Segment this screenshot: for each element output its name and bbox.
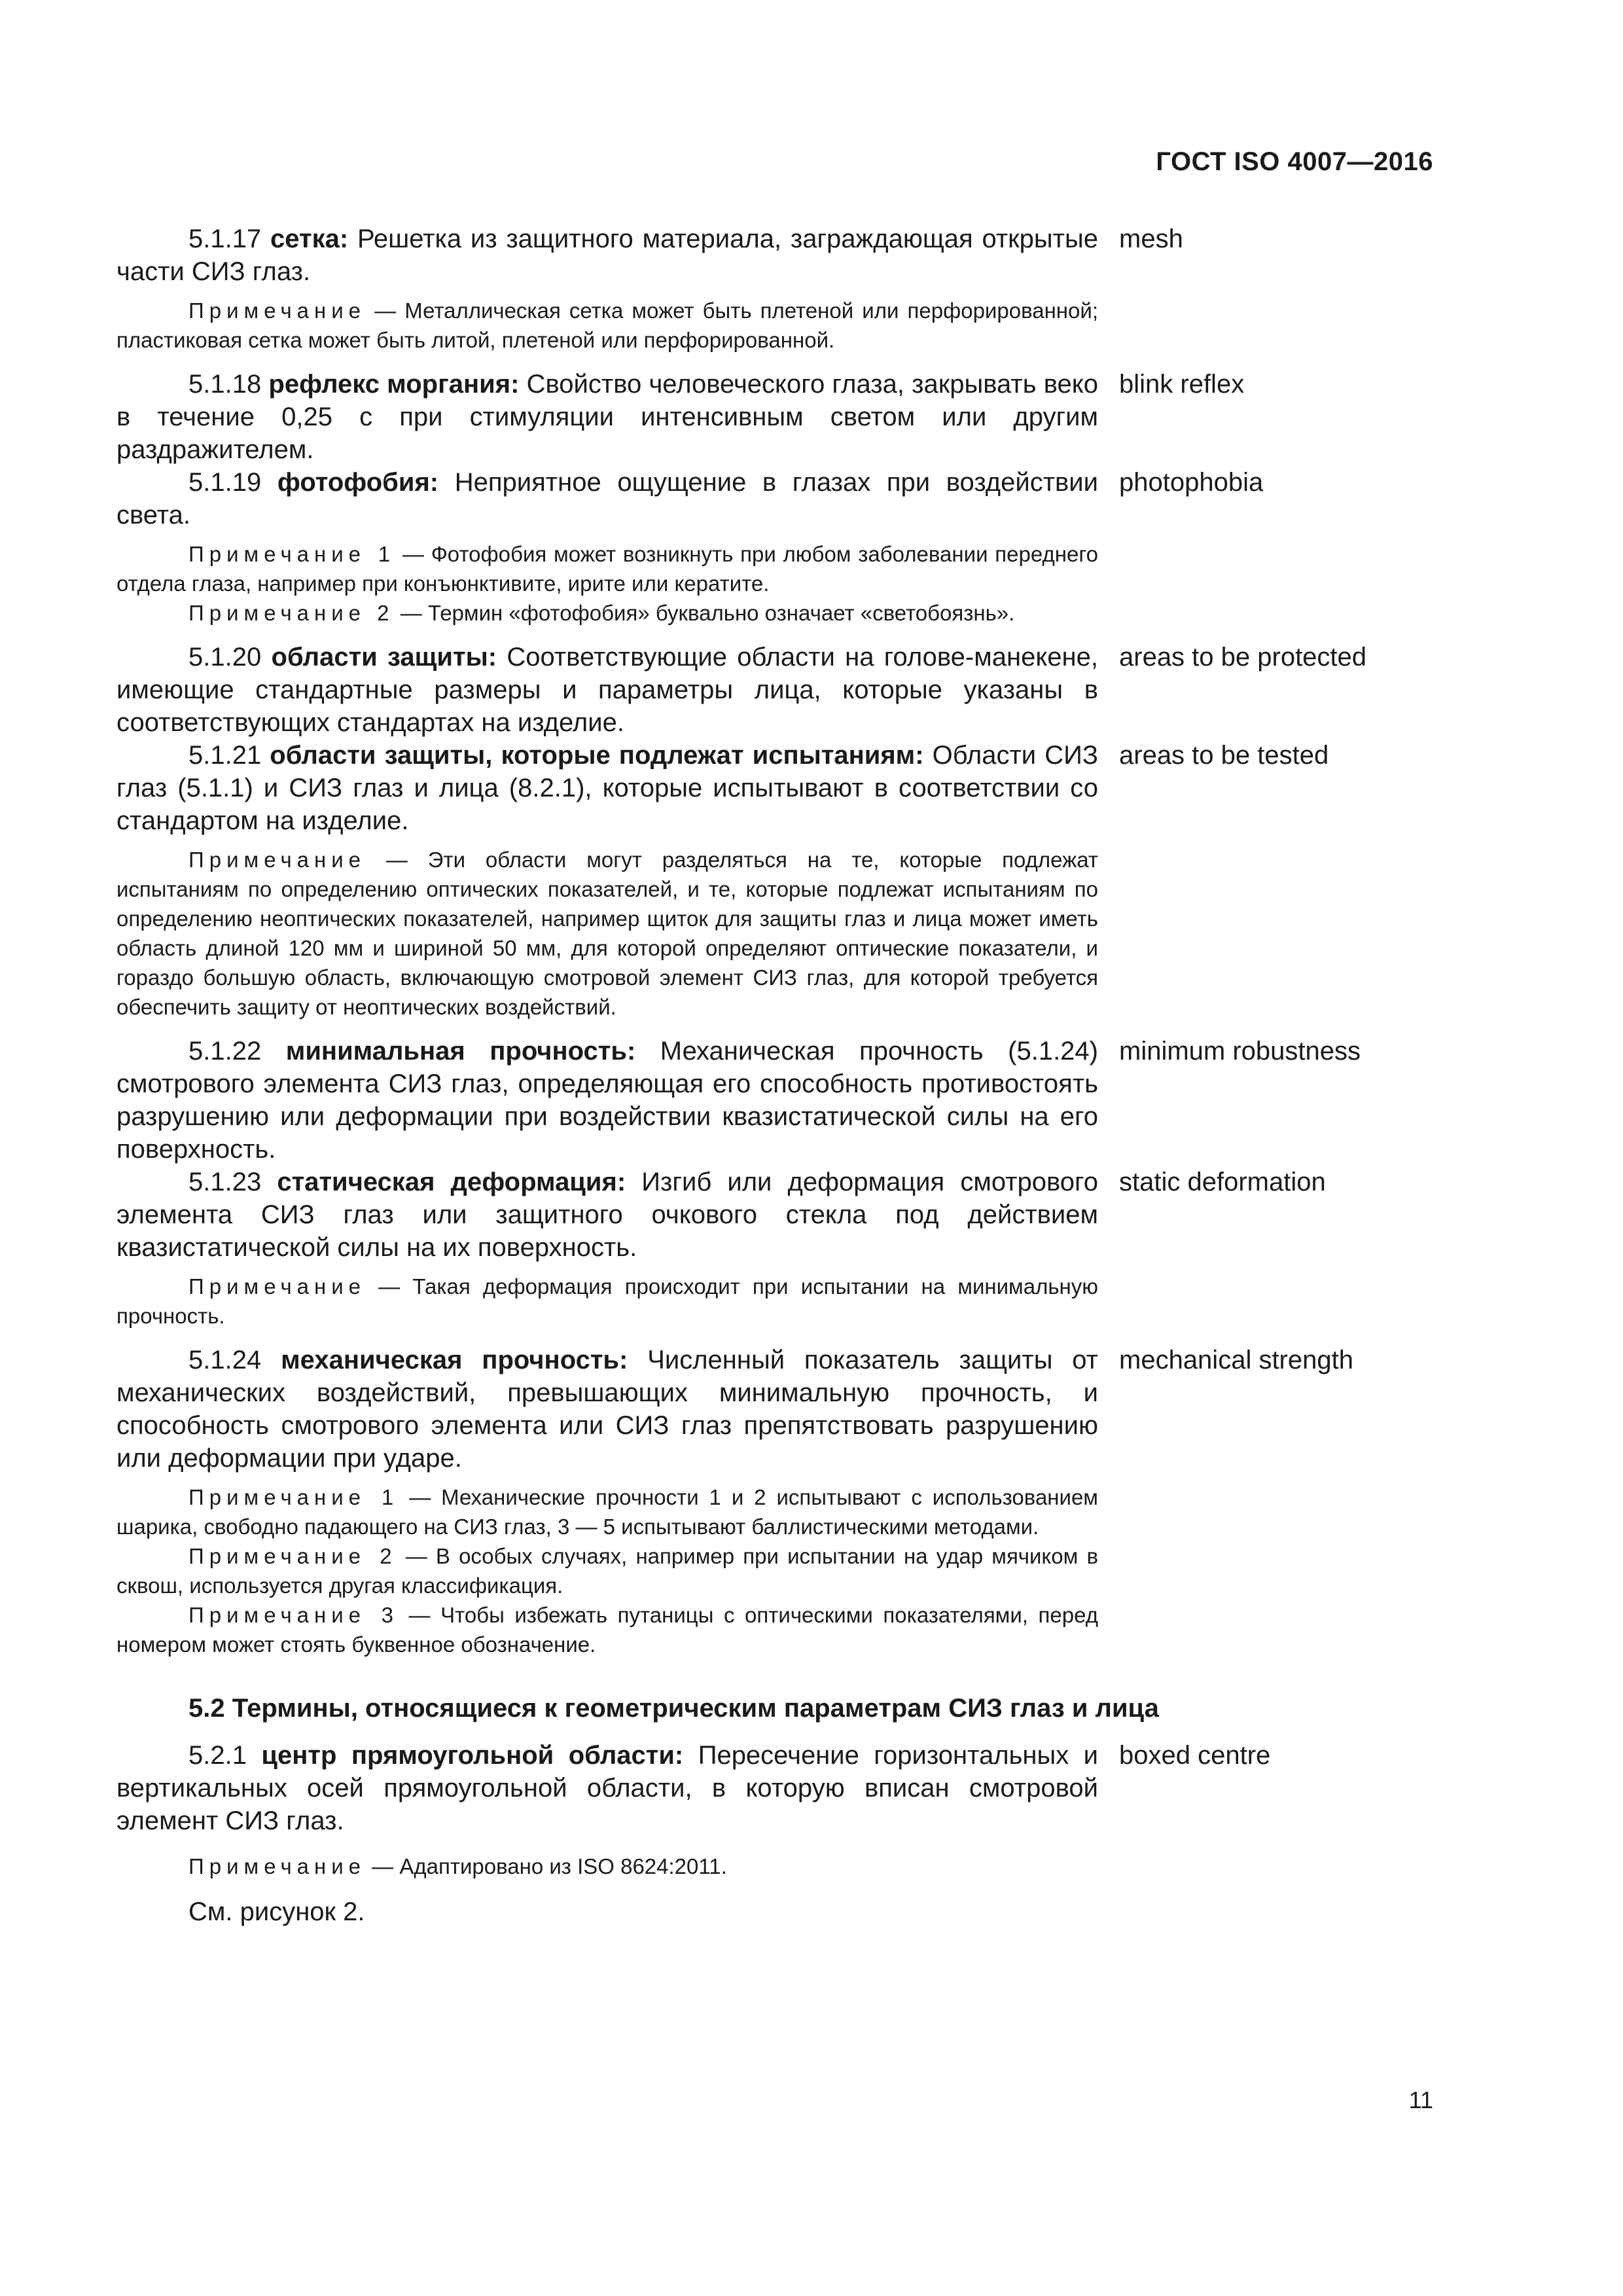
term-definition xyxy=(116,1035,1098,1166)
term-english: static deformation xyxy=(1119,1168,1326,1196)
term-entry-5-1-18 xyxy=(116,368,1438,466)
term-english: areas to be tested xyxy=(1119,741,1329,770)
note-text: — Такая деформация происходит при испытании на минимальную прочность. xyxy=(116,1274,1098,1328)
note-label: Примечание xyxy=(188,1854,366,1878)
term-name: минимальная прочность: xyxy=(285,1037,636,1066)
term-english: minimum robustness xyxy=(1119,1037,1361,1066)
term-entry-5-1-17 xyxy=(116,223,1438,288)
term-text: Решетка из защитного материала, заграждающая открытые части СИЗ глаз. xyxy=(116,224,1098,286)
term-number: 5.1.23 xyxy=(188,1168,262,1196)
term-text: Соответствующие области на голове-манекене, имеющие стандартные размеры и параметры лица, которые указаны в соответствующих стандартах на изделие. xyxy=(116,643,1098,737)
note-5-1-23 xyxy=(116,1272,1098,1331)
term-number: 5.1.21 xyxy=(188,741,262,770)
term-entry-5-1-19 xyxy=(116,466,1438,531)
term-number: 5.1.18 xyxy=(188,370,262,399)
term-number: 5.1.19 xyxy=(188,468,262,497)
page-number: 11 xyxy=(1408,2087,1433,2113)
term-english: mechanical strength xyxy=(1119,1346,1353,1374)
note-label-number: 1 xyxy=(366,1485,399,1509)
note-5-1-21 xyxy=(116,845,1098,1022)
note-text: — Механические прочности 1 и 2 испытывают с использованием шарика, свободно падающего на СИЗ глаз, 3 — 5 испытывают баллистическими методами. xyxy=(116,1485,1098,1539)
term-number: 5.1.17 xyxy=(188,224,262,253)
term-definition xyxy=(116,1739,1098,1837)
term-name: фотофобия: xyxy=(277,468,439,497)
note-text: — Чтобы избежать путаницы с оптическими показателями, перед номером может стоять буквенное обозначение. xyxy=(116,1603,1099,1657)
note-label: Примечание xyxy=(188,848,366,872)
note-label: Примечание xyxy=(188,1544,366,1568)
note-label: Примечание xyxy=(188,1274,366,1299)
term-definition xyxy=(116,223,1098,288)
note-5-2-1 xyxy=(116,1852,1098,1881)
term-english: mesh xyxy=(1119,224,1183,253)
term-english: areas to be protected xyxy=(1119,643,1367,672)
note-5-1-19-2 xyxy=(116,598,1098,628)
term-definition xyxy=(116,739,1098,837)
term-text: Свойство человеческого глаза, закрывать веко в течение 0,25 с при стимуляции интенсивным светом или другим раздражителем. xyxy=(116,370,1098,464)
note-text: — Фотофобия может возникнуть при любом заболевании переднего отдела глаза, например при конъюнктивите, ирите или кератите. xyxy=(116,542,1098,596)
term-text: Области СИЗ глаз (5.1.1) и СИЗ глаз и лица (8.2.1), которые испытывают в соответствии со стандартом на изделие. xyxy=(116,741,1098,835)
term-english: photophobia xyxy=(1119,468,1264,497)
term-entry-5-1-24 xyxy=(116,1344,1438,1475)
term-english: blink reflex xyxy=(1119,370,1245,399)
term-entry-5-2-1 xyxy=(116,1739,1438,1837)
term-definition xyxy=(116,1166,1098,1264)
term-name: области защиты, которые подлежат испытаниям: xyxy=(270,741,924,770)
term-entry-5-1-22 xyxy=(116,1035,1438,1166)
note-label-number: 2 xyxy=(366,1544,397,1568)
note-text: — В особых случаях, например при испытании на удар мячиком в сквош, используется другая классификация. xyxy=(116,1544,1098,1598)
term-entry-5-1-23 xyxy=(116,1166,1438,1264)
note-5-1-19-1 xyxy=(116,539,1098,598)
term-text: Численный показатель защиты от механических воздействий, превышающих минимальную прочность, и способность смотрового элемента или СИЗ глаз препятствовать разрушению или деформации при ударе. xyxy=(116,1346,1098,1473)
figure-reference: См. рисунок 2. xyxy=(188,1897,365,1926)
term-number: 5.1.20 xyxy=(188,643,262,672)
note-5-1-17 xyxy=(116,296,1098,355)
term-name: центр прямоугольной области: xyxy=(261,1741,684,1770)
note-5-1-24-1 xyxy=(116,1482,1098,1541)
term-name: сетка: xyxy=(270,224,349,253)
note-text: — Термин «фотофобия» буквально означает «светобоязнь». xyxy=(394,601,1015,625)
document-header: ГОСТ ISO 4007—2016 xyxy=(1156,147,1433,176)
note-label-number: 1 xyxy=(366,542,396,566)
term-text: Изгиб или деформация смотрового элемента СИЗ глаз или защитного очкового стекла под действием квазистатической силы на их поверхность. xyxy=(116,1168,1098,1262)
note-label: Примечание xyxy=(188,542,366,566)
document-body xyxy=(116,223,1438,1928)
note-label-number: 2 xyxy=(366,601,395,625)
term-name: механическая прочность: xyxy=(281,1346,628,1374)
term-definition xyxy=(116,466,1098,531)
note-text: — Адаптировано из ISO 8624:2011. xyxy=(366,1854,727,1878)
note-label: Примечание xyxy=(188,601,366,625)
note-label: Примечание xyxy=(188,1485,366,1509)
term-entry-5-1-21 xyxy=(116,739,1438,837)
term-number: 5.1.24 xyxy=(188,1346,262,1374)
section-heading-5-2: 5.2 Термины, относящиеся к геометрическим параметрам СИЗ глаз и лица xyxy=(188,1694,1159,1723)
note-label: Примечание xyxy=(188,298,366,323)
term-number: 5.2.1 xyxy=(188,1741,247,1770)
note-text: — Металлическая сетка может быть плетеной или перфорированной; пластиковая сетка может быть литой, плетеной или перфорированной. xyxy=(116,298,1098,352)
note-5-1-24-3 xyxy=(116,1600,1098,1659)
term-definition xyxy=(116,1344,1098,1475)
term-english: boxed centre xyxy=(1119,1741,1271,1770)
note-label-number: 3 xyxy=(366,1603,399,1627)
term-name: области защиты: xyxy=(271,643,497,672)
term-text: Механическая прочность (5.1.24) смотрового элемента СИЗ глаз, определяющая его способность противостоять разрушению или деформации при воздействии квазистатической силы на его поверхность. xyxy=(116,1037,1098,1164)
term-definition xyxy=(116,641,1098,739)
term-number: 5.1.22 xyxy=(188,1037,262,1066)
note-5-1-24-2 xyxy=(116,1541,1098,1600)
term-text: Неприятное ощущение в глазах при воздействии света. xyxy=(116,468,1098,529)
term-text: Пересечение горизонтальных и вертикальных осей прямоугольной области, в которую вписан смотровой элемент СИЗ глаз. xyxy=(116,1741,1098,1835)
term-entry-5-1-20 xyxy=(116,641,1438,739)
term-name: статическая деформация: xyxy=(277,1168,626,1196)
term-name: рефлекс моргания: xyxy=(268,370,520,399)
note-text: — Эти области могут разделяться на те, которые подлежат испытаниям по определению оптических показателей, и те, которые подлежат испытаниям по определению неоптических показателей, например щиток для защиты глаз и лица может иметь область длиной 120 мм и шириной 50 мм, для которой определяют оптические показатели, и гораздо большую область, включающую смотровой элемент СИЗ глаз, для которой требуется обеспечить защиту от неоптических воздействий. xyxy=(116,848,1098,1019)
term-definition xyxy=(116,368,1098,466)
note-label: Примечание xyxy=(188,1603,366,1627)
